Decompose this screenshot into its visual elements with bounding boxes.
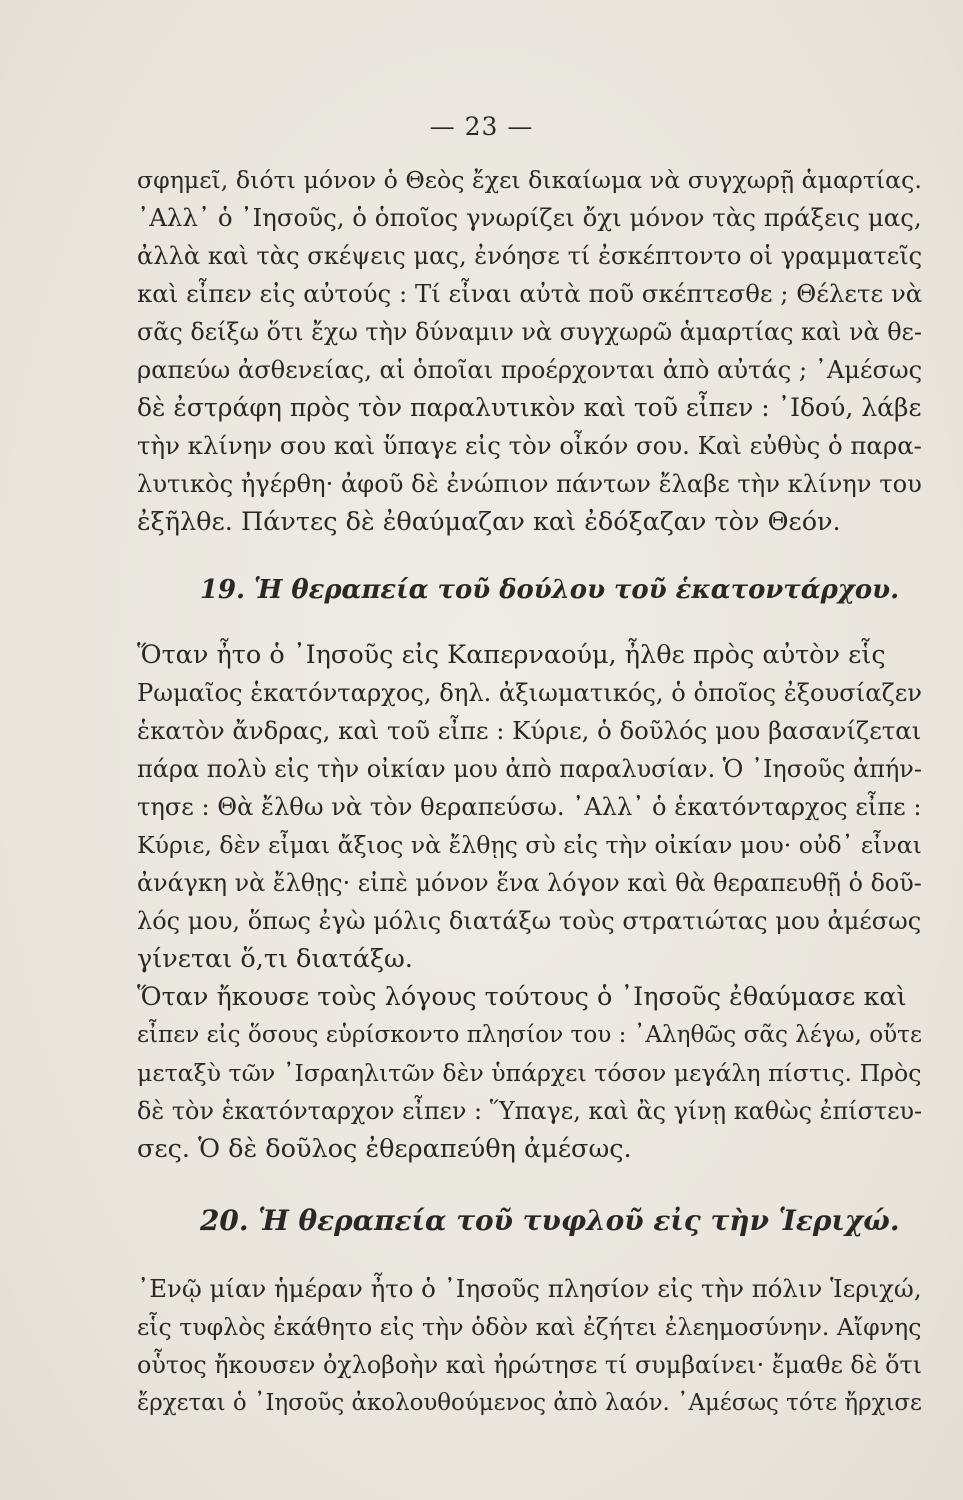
text-line: Κύριε, δὲν εἶμαι ἄξιος νὰ ἔλθῃς σὺ εἰς τὴν οἰκίαν μου· οὐδ᾿ εἶναι [137,831,922,859]
text-line: γίνεται ὅ,τι διατάξω. [137,944,413,974]
text-line: ἑκατὸν ἄνδρας, καὶ τοῦ εἶπε : Κύριε, ὁ δοῦλός μου βασανίζεται [137,716,922,745]
text-line: σφημεῖ, διότι μόνον ὁ Θεὸς ἔχει δικαίωμα νὰ συγχωρῇ ἁμαρτίας. [137,166,922,194]
section-heading-20: 20. Ἡ θεραπεία τοῦ τυφλοῦ εἰς τὴν Ἱεριχώ. [200,1204,900,1237]
text-line: ἀνάγκη νὰ ἔλθῃς· εἰπὲ μόνον ἕνα λόγον καὶ θὰ θεραπευθῇ ὁ δοῦ- [137,869,922,897]
text-line: τὴν κλίνην σου καὶ ὕπαγε εἰς τὸν οἶκόν σου. Καὶ εὐθὺς ὁ παρα- [137,431,922,460]
text-line: καὶ εἶπεν εἰς αὐτούς : Τί εἶναι αὐτὰ ποῦ σκέπτεσθε ; Θέλετε νὰ [137,279,923,308]
text-line: λυτικὸς ἠγέρθη· ἀφοῦ δὲ ἐνώπιον πάντων ἔλαβε τὴν κλίνην του [137,470,922,498]
page-number: — 23 — [429,112,534,141]
text-line: σες. Ὁ δὲ δοῦλος ἐθεραπεύθη ἀμέσως. [137,1134,632,1164]
text-line: ᾿Ενῷ μίαν ἡμέραν ἦτο ὁ ᾿Ιησοῦς πλησίον εἰς τὴν πόλιν Ἱεριχώ, [137,1274,922,1303]
text-line: λός μου, ὅπως ἐγὼ μόλις διατάξω τοὺς στρατιώτας μου ἀμέσως [137,907,922,935]
text-line: Ρωμαῖος ἑκατόνταρχος, δηλ. ἀξιωματικός, ὁ ὁποῖος ἐξουσίαζεν [137,679,922,707]
text-line: Ὅταν ἦτο ὁ ᾿Ιησοῦς εἰς Καπερναούμ, ἦλθε πρὸς αὐτὸν εἷς [137,640,886,670]
text-line: ἀλλὰ καὶ τὰς σκέψεις μας, ἐνόησε τί ἐσκέπτοντο οἱ γραμματεῖς [137,242,923,270]
text-line: δὲ τὸν ἑκατόνταρχον εἶπεν : Ὕπαγε, καὶ ἂς γίνῃ καθὼς ἐπίστευ- [137,1097,923,1125]
text-line: σᾶς δείξω ὅτι ἔχω τὴν δύναμιν νὰ συγχωρῶ ἁμαρτίας καὶ νὰ θε- [137,318,922,346]
text-line: Ὅταν ἤκουσε τοὺς λόγους τούτους ὁ ᾿Ιησοῦς ἐθαύμασε καὶ [137,982,907,1012]
section-heading-19: 19. Ἡ θεραπεία τοῦ δούλου τοῦ ἑκατοντάρχου. [200,575,900,605]
text-line: τησε : Θὰ ἔλθω νὰ τὸν θεραπεύσω. ᾿Αλλ᾿ ὁ ἑκατόνταρχος εἶπε : [137,793,922,821]
text-line: δὲ ἐστράφη πρὸς τὸν παραλυτικὸν καὶ τοῦ εἶπεν : ᾿Ιδού, λάβε [137,393,922,422]
text-line: ᾿Αλλ᾿ ὁ ᾿Ιησοῦς, ὁ ὁποῖος γνωρίζει ὄχι μόνον τὰς πράξεις μας, [137,203,922,232]
text-line: μεταξὺ τῶν ᾿Ισραηλιτῶν δὲν ὑπάρχει τόσον μεγάλη πίστις. Πρὸς [137,1059,922,1087]
text-line: εἷς τυφλὸς ἐκάθητο εἰς τὴν ὁδὸν καὶ ἐζήτει ἐλεημοσύνην. Αἴφνης [137,1313,922,1341]
text-line: ἐξῆλθε. Πάντες δὲ ἐθαύμαζαν καὶ ἐδόξαζαν τὸν Θεόν. [137,507,841,537]
text-line: εἶπεν εἰς ὅσους εὑρίσκοντο πλησίον του : ᾿Αληθῶς σᾶς λέγω, οὔτε [137,1022,922,1048]
text-line: ραπεύω ἀσθενείας, αἱ ὁποῖαι προέρχονται ἀπὸ αὐτάς ; ᾿Αμέσως [137,356,923,384]
text-line: ἔρχεται ὁ ᾿Ιησοῦς ἀκολουθούμενος ἀπὸ λαόν. ᾿Αμέσως τότε ἤρχισε [137,1390,922,1416]
text-line: οὗτος ἤκουσεν ὀχλοβοὴν καὶ ἠρώτησε τί συμβαίνει· ἔμαθε δὲ ὅτι [137,1351,922,1379]
text-line: πάρα πολὺ εἰς τὴν οἰκίαν μου ἀπὸ παραλυσίαν. Ὁ ᾿Ιησοῦς ἀπήν- [137,755,922,783]
